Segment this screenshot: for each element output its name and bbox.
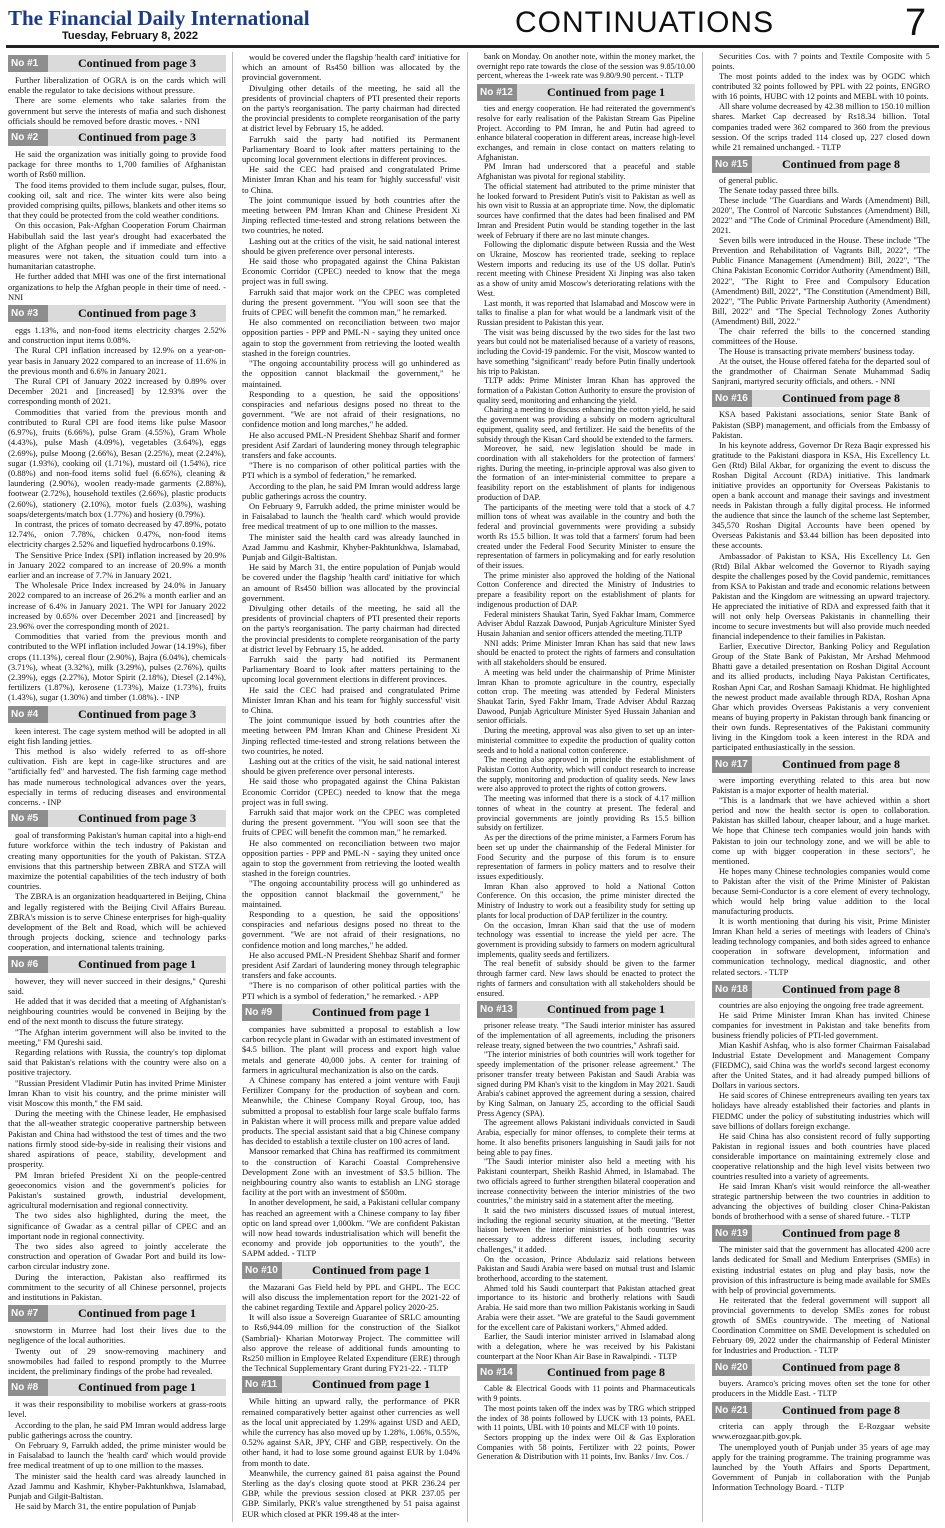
story-paragraph: NNI adds: Prime Minister Imran Khan has said that new laws should be enacted to protect the rights of farmers and consultation with all stakeholders should be ensured. — [477, 638, 695, 668]
story-paragraph: The Rural CPI of January 2022 increased by 0.89% over December 2021 and [increased] by 12.93% over the corresponding month of 2021. — [8, 376, 226, 407]
story-paragraph: Ahmed told his Saudi counterpart that Pakistan attached great importance to its historic and brotherly relations with Saudi Arabia. He said more than two million Pakistanis working in Saudi Arabia were their asset. "We are grateful to the Saudi government for the excellent care of Pakistani workers," Ahmed added. — [477, 1283, 695, 1332]
continued-from-label: Continued from page 8 — [781, 1226, 901, 1241]
story-block — [8, 129, 226, 302]
continued-from-label: Continued from page 8 — [781, 391, 901, 406]
story-number-badge: No #10 — [242, 1262, 282, 1279]
continuation-header — [712, 1225, 930, 1242]
story-paragraph: criteria can apply through the E-Rozgaar website www.erozgaar.pitb.gov.pk. — [712, 1422, 930, 1442]
story-paragraph: Securities Cos. with 7 points and Textile Composite with 5 points. — [712, 52, 930, 72]
story-body — [477, 104, 695, 998]
story-paragraph: On February 9, Farrukh added, the prime minister would be in Faisalabad to launch the 'health card' which would provide free medical treatment of up to one million to the masses. — [8, 1439, 226, 1471]
story-paragraph: He said by March 31, the entire population of Punjab — [15, 1501, 196, 1512]
continuation-header — [8, 305, 226, 322]
story-paragraph: buyers. Aramco's pricing moves often set the tone for other producers in the Middle East. - TLTP — [712, 1379, 930, 1399]
story-paragraph: The House is transacting private members' business today. — [719, 347, 915, 357]
story-paragraph: keen interest. The cage system method will be adopted in all eight fish landing jetties. — [8, 725, 226, 746]
story-body — [242, 1282, 460, 1374]
story-paragraph: The minister said the health card was already launched in Azad Jammu and Kashmir, Khyber-Pakhtunkhwa, Islamabad, Punjab and Gilgit-Baltistan. — [242, 531, 460, 562]
story-body — [477, 52, 695, 81]
story-paragraph: Seven bills were introduced in the House. These include "The Prevention and Rehabilitation of Vagrants Bill, 2022", "The Public Finance Management (Amendment) Bill, 2022", "The China Pakistan Economic Corridor Authority (Amendment) Bill, 2022", "The Right to Free and Compulsory Education (Amendment) Bill, 2022", "The Constitution (Amendment) Bill, 2022", "The Public Private Partnership Authority (Amendment) Bill, 2022" and "The Special Technology Zones Authority (Amendment) Bill, 2022." — [712, 236, 930, 326]
story-paragraph: The Wholesale Price Index increased by 24.0% in January 2022 compared to an increase of 26.2% a month earlier and an increase of 6.4% in January 2021. The WPI for January 2022 increased by 0.65% over December 2021 and [increased] by 23.96% over the corresponding month of 2021. — [8, 580, 226, 631]
story-paragraph: A meeting was held under the chairmanship of Prime Minister Imran Khan to promote agriculture in the country, especially cotton crop. The meeting was attended by Federal Ministers Shaukat Tarin, Syed Fakhr Imam, Trade Adviser Abdul Razzaq Dawood, Punjab Agriculture Minister Syed Hussain Jahanian and senior officials. — [477, 667, 695, 726]
story-body — [712, 176, 930, 388]
story-paragraph: It will also issue a Sovereign Guarantee of SRLC amounting to Rs6,944.09 million for the construction of the Sialkot (Sambrial)- Kharian Motorway Project. The committee will also approve the release of additional funds amounting to Rs250 million in Employee Related Expenditure (ERE) through the Technical Supplementary Grant during FY21-22. - TLTP — [242, 1312, 460, 1374]
story-paragraph: The prime minister also approved the holding of the National Cotton Conference and directed the Ministry of Industries to prepare a feasibility report on the establishment of plants for indigenous production of DAP. — [477, 570, 695, 609]
story-paragraph: He said Prime Minister Imran Khan has invited Chinese companies for investment in Pakistan and take benefits from business friendly policies of PTI-led government. — [712, 1010, 930, 1040]
story-block — [712, 1359, 930, 1399]
story-number-badge: No #2 — [8, 129, 48, 146]
story-paragraph: Twenty out of 29 snow-removing machinery and snowmobiles had failed to respond promptly to the Murree incident, the preliminary findings of the probe had revealed. — [8, 1345, 226, 1376]
story-paragraph: The meeting also approved in principle the establishment of Pakistan Cotton Authority, which will conduct research to increase the supply, monitoring and production of quality seeds. New laws were also approved to protect the rights of cotton growers. — [477, 755, 695, 794]
story-block — [477, 1001, 695, 1361]
continued-from-label: Continued from page 3 — [77, 306, 197, 321]
story-paragraph: According to the plan, he said PM Imran would address large public gatherings across the country. — [8, 1419, 226, 1440]
story-body — [712, 1245, 930, 1356]
story-paragraph: The visit was being discussed by the two sides for the last two years but could not be materialised because of a variety of reasons, including the Covid-19 pandemic. For the visit, Moscow wanted to have something "significant" ready before Putin finally undertook his trip to Pakistan. — [477, 327, 695, 376]
story-paragraph: "There is no comparison of other political parties with the PTI which is a symbol of federation," he remarked. — [242, 460, 460, 481]
story-paragraph: companies have submitted a proposal to establish a low carbon recycle plant in Gwadar with an estimated investment of $4.5 billion. The plant will process and export high value metals and generate 40,000 jobs. A center for training of farmers in agricultural mechanization is also on the cards. — [242, 1023, 460, 1075]
continuation-header — [8, 810, 226, 827]
story-paragraph: The meeting was informed that there is a stock of 4.17 million tonnes of wheat in the country at present. The federal and provincial governments are jointly providing Rs 15.5 billion subsidy on fertilizer. — [477, 794, 695, 833]
story-block — [712, 981, 930, 1223]
story-paragraph: KSA based Pakistani associations, senior State Bank of Pakistan (SBP) management, and officials from the Embassy of Pakistan. — [712, 410, 930, 440]
continuation-header — [712, 390, 930, 407]
story-paragraph: The two sides also highlighted, during the meet, the significance of Gwadar as a central pillar of CPEC and an important node in regional connectivity. — [8, 1210, 226, 1241]
story-number-badge: No #4 — [8, 706, 48, 723]
continuation-header — [477, 1001, 695, 1018]
story-body — [242, 1396, 460, 1518]
continuation-header — [8, 1379, 226, 1396]
story-block — [712, 1402, 930, 1493]
story-body — [712, 1422, 930, 1493]
story-paragraph: These include "The Guardians and Wards (Amendment) Bill, 2020", The Control of Narcotic Substances (Amendment) Bill, 2022" and "The Code of Criminal Procedure (Amendment) Bill, 2021. — [712, 195, 930, 236]
story-paragraph: At the outset, the House offered fateha for the departed soul of the grandmother of Chairman Senate Muhammad Sadiq Sanjrani, martyred security officials, and others. - NNI — [712, 357, 930, 387]
story-body — [8, 75, 226, 126]
story-paragraph: The joint communique issued by both countries after the meeting between PM Imran Khan and Chinese President Xi Jinping reflected time-tested and strong relations between the two countries, he noted. — [242, 715, 460, 756]
column-3 — [477, 52, 695, 1526]
continued-from-label: Continued from page 8 — [781, 156, 901, 171]
story-block — [8, 810, 226, 952]
story-number-badge: No #1 — [8, 55, 48, 72]
continuation-header — [8, 129, 226, 146]
story-number-badge: No #18 — [712, 981, 752, 998]
story-number-badge: No #13 — [477, 1001, 517, 1018]
story-paragraph: There are some elements who take salaries from the government but serve the interests of mafia and such dishonest officials should be removed before drastic moves. - NNI — [8, 95, 226, 126]
story-number-badge: No #11 — [242, 1376, 282, 1393]
story-paragraph: Commodities that varied from the previous month and contributed to Rural CPI are food items like pulse Masoor (6.97%), fruits (6.66%), pulse Gram (4.55%), Gram Whole (4.43%), pulse Mash (4.09%), vegetables (3.64%), eggs (2.69%), pulse Moong (2.66%), Besan (2.25%), meat (2.24%), sugar (1.93%), cooking oil (1.71%), mustard oil (1.54%), rice (0.88%) and non-food items solid fuel (6.65%), cleaning & laundering (2.90%), woolen ready-made garments (2.88%), footwear (2.72%), household textiles (2.66%), plastic products (2.60%), stationery (2.10%), motor fuels (2.03%), washing soaps/detergents/match box (1.77%) and hosiery (0.79%). — [8, 406, 226, 519]
story-paragraph: Mian Kashif Ashfaq, who is also former Chairman Faisalabad Industrial Estate Development and Management Company (FIEDMC), said China was the world's second largest economy after the United States, and it had already pumped billions of Dollars in various sectors. — [712, 1040, 930, 1091]
story-paragraph: In another development, he said, a Pakistani cellular company has reached an agreement with a Chinese company to lay fiber optic on land spread over 1,000km. "We are confident Pakistan will now head towards industrialisation which will benefit the economy and provide job opportunities to the youth", the SAPM added. - TLTP — [242, 1197, 460, 1259]
continued-from-label: Continued from page 3 — [77, 811, 197, 826]
story-block — [712, 390, 930, 753]
continued-from-label: Continued from page 1 — [311, 1377, 431, 1392]
story-body — [712, 410, 930, 753]
story-number-badge: No #20 — [712, 1359, 752, 1376]
story-paragraph: The unemployed youth of Punjab under 35 years of age may apply for the training programme. The training programme was launched by the Youth Affairs and Sports Department, Government of Punjab in collaboration with the Punjab Information Technology Board. - TLTP — [712, 1442, 930, 1492]
story-paragraph: He also commented on reconciliation between two major opposition parties - PPP and PML-N - saying they united once again to stop the government from retrieving the looted wealth stashed in the foreign countries. — [242, 837, 460, 879]
story-block — [477, 52, 695, 81]
story-paragraph: The most points added to the index was by OGDC which contributed 32 points followed by PPL with 22 points, ENGRO with 16 points, HUBC with 12 points and MEBL with 10 points. — [712, 72, 930, 102]
continuation-header — [477, 1364, 695, 1381]
story-paragraph: were importing everything related to this area but now Pakistan is a major exporter of health material. — [712, 776, 930, 796]
continued-from-label: Continued from page 1 — [546, 85, 666, 100]
story-paragraph: During the meeting, approval was also given to set up an inter-ministerial committee to expedite the production of quality cotton seeds and to hold a national cotton conference. — [477, 726, 695, 755]
story-paragraph: eggs 1.13%, and non-food items electricity charges 2.52% and construction input items 0.08%. — [8, 325, 226, 346]
story-number-badge: No #14 — [477, 1364, 517, 1381]
story-paragraph: Farrukh said that major work on the CPEC was completed during the present government. "You will soon see that the fruits of CPEC will benefit the common man," he remarked. — [242, 286, 460, 318]
story-number-badge: No #12 — [477, 84, 517, 101]
story-number-badge: No #21 — [712, 1402, 752, 1419]
story-paragraph: He also accused PML-N President Shehbaz Sharif and former president Asif Zardari of laundering money through telegraphic transfers and fake accounts. — [242, 429, 460, 460]
continued-from-label: Continued from page 8 — [781, 1360, 901, 1375]
story-paragraph: ties and energy cooperation. He had reiterated the government's resolve for early realisation of the Pakistan Stream Gas Pipeline Project. According to PM Imran, he and Putin had agreed to enhance bilateral cooperation in different areas, increase high-level exchanges, and remain in close contact on matters relating to Afghanistan. — [477, 104, 695, 162]
column-divider — [232, 52, 233, 1522]
story-paragraph: however, they will never succeed in their designs," Qureshi said. — [8, 975, 226, 996]
story-block — [712, 1225, 930, 1356]
story-paragraph: Farrukh said the party had notified its Permanent Parliamentary Board to look after matters pertaining to the upcoming local government elections in different provinces. — [242, 653, 460, 685]
story-paragraph: "The Saudi interior minister also held a meeting with his Pakistani counterpart, Sheikh Rashid Ahmed, in Islamabad. The two officials agreed to further strengthen bilateral cooperation and increase connectivity between the interior ministries of the two countries," the ministry said in a statement after the meeting. — [477, 1157, 695, 1206]
story-paragraph: This method is also widely referred to as off-shore cultivation. Fish are kept in cage-like structures and are "artificially fed" and harvested. The fish farming cage method has made numerous technological advances over the years, especially in terms of reducing diseases and environmental concerns. - INP — [8, 745, 226, 807]
story-paragraph: "The ongoing accountability process will go unhindered as the opposition cannot blackmail the government," he maintained. — [242, 878, 460, 909]
continuation-header — [712, 156, 930, 173]
story-paragraph: The most points taken off the index was by TRG which stripped the index of 38 points followed by LUCK with 13 points, PAEL with 11 points, UBL with 10 points and MLCF with 10 points. — [477, 1403, 695, 1433]
story-paragraph: Responding to a question, he said the oppositions' conspiracies and nefarious designs posed no threat to the government. "We are not afraid of their resignations, no confidence motion and long marches," he added. — [242, 388, 460, 430]
story-number-badge: No #17 — [712, 756, 752, 773]
column-divider — [467, 52, 468, 1522]
continued-from-label: Continued from page 3 — [77, 56, 197, 70]
continuation-header — [712, 981, 930, 998]
story-number-badge: No #3 — [8, 305, 48, 322]
story-paragraph: Further liberalization of OGRA is on the cards which will enable the regulator to take decisions without pressure. — [8, 75, 226, 96]
story-paragraph: According to the plan, he said PM Imran would address large public gatherings across the country. — [242, 480, 460, 501]
story-paragraph: Earlier, Executive Director, Banking Policy and Regulation Group of the State Bank of Pakistan, Mr Arshad Mehmood Bhatti gave a detailed presentation on Roshan Digital Account and its allied products, including Naya Pakistan Certificates, Roshan Apni Car, and Roshan Samaaji Khidmat. He highlighted the newest product made available through RDA, Roshan Apna Ghar which provides Overseas Pakistanis a very convenient means of buying property in Pakistan through bank financing or their own funds. Representatives of the Pakistani community living in the Kingdom took a keen interest in the RDA and participated enthusiastically in the session. — [712, 642, 930, 752]
story-paragraph: During the meeting with the Chinese leader, He emphasised that the all-weather strategic cooperative partnership between Pakistan and China had withstood the test of times and the two nations firmly stood side-by-side in realising their visions and shared aspirations of peace, stability, development and prosperity. — [8, 1108, 226, 1170]
story-block — [242, 1376, 460, 1518]
story-paragraph: Regarding relations with Russia, the country's top diplomat said that Pakistan's relations with the country were also on a positive trajectory. — [8, 1047, 226, 1078]
story-paragraph: As per the directions of the prime minister, a Farmers Forum has been set up under the chairmanship of the Federal Minister for Food Security and the purpose of this forum is to ensure representation of farmers in policy matters and to resolve their issues expeditiously. — [477, 833, 695, 881]
continuation-header — [712, 1402, 930, 1419]
story-paragraph: The ZBRA is an organization headquartered in Beijing, China and legally registered with the Beijing Civil Affairs Bureau. ZBRA's mission is to serve Chinese enterprises for high-quality development of the Belt and Road, which will be achieved through projects docking, science and technology parks cooperation, and international talents training. — [8, 891, 226, 953]
story-body — [8, 1325, 226, 1376]
story-paragraph: The minister said the health card was already launched in Azad Jammu and Kashmir, Khyber-Pakhtunkhwa, Islamabad, Punjab and Gilgit-Baltistan. — [8, 1470, 226, 1501]
story-paragraph: The food items provided to them include sugar, pulses, flour, cooking oil, salt and rice. The winter kits were also being provided comprising quilts, pillows, blankets and other items so that they could be protected from the cold weather conditions. — [8, 179, 226, 221]
page-number: 7 — [905, 2, 927, 44]
continuation-header — [8, 706, 226, 723]
story-block — [242, 1004, 460, 1259]
story-paragraph: The two sides also agreed to jointly accelerate the construction and operation of Gwadar Port and build its low-carbon circular industry zone. — [8, 1240, 226, 1272]
continuation-header — [8, 1305, 226, 1322]
continued-from-label: Continued from page 8 — [781, 981, 901, 996]
story-paragraph: He said scores of Chinese entrepreneurs availing ten years tax holidays have already established their factories and plants in FIEDMC under the policy of substituting industries which will save billions of dollars foreign exchange. — [712, 1091, 930, 1131]
story-block — [8, 55, 226, 126]
story-number-badge: No #7 — [8, 1305, 48, 1322]
story-paragraph: "The ongoing accountability process will go unhindered as the opposition cannot blackmail the government," he maintained. — [242, 358, 460, 389]
story-number-badge: No #5 — [8, 810, 48, 827]
story-paragraph: Farrukh said that major work on the CPEC was completed during the present government. "You will soon see that the fruits of CPEC will benefit the common man," he remarked. — [242, 807, 460, 838]
story-paragraph: During the interaction, Pakistan also reaffirmed its commitment to the security of all Chinese personnel, projects and institutions in Pakistan. — [8, 1271, 226, 1302]
story-paragraph: He said those who propagated against the China Pakistan Economic Corridor (CPEC) needed to know that the mega project was in full swing. — [242, 256, 460, 287]
story-paragraph: He said those who propagated against the China Pakistan Economic Corridor (CPEC) needed to know that the mega project was in full swing. — [242, 776, 460, 807]
story-paragraph: He reiterated that the federal government will support all provincial governments to develop SMEs zones for robust growth of SMEs countrywide. The meeting of National Coordination Committee on SME Development is scheduled on February 09, 2022 under the chairmanship of Federal Minister for Industries and Production. - TLTP — [712, 1295, 930, 1356]
story-block — [712, 52, 930, 153]
story-paragraph: A Chinese company has entered a joint venture with Fauji Fertilizer Company for the production of soybean and corn. Meanwhile, the Chinese Company Royal Group, too, has submitted a proposal to establish four large scale buffalo farms in Pakistan where it will process milk and prepare value added products. The special assistant said that a big Chinese company has decided to establish a textile cluster on 100 acres of land. — [242, 1074, 460, 1147]
story-paragraph: Chairing a meeting to discuss enhancing the cotton yield, he said the government was providing a subsidy on modern agricultural equipment, quality seed, and fertilizer. He said the benefits of the subsidy through the Kisan Card should be extended to the farmers. — [477, 405, 695, 444]
story-paragraph: He also accused PML-N President Shehbaz Sharif and former president Asif Zardari of laundering money through telegraphic transfers and fake accounts. — [242, 949, 460, 981]
continued-from-label: Continued from page 1 — [77, 1306, 197, 1321]
story-block — [8, 706, 226, 808]
story-body — [712, 52, 930, 153]
continued-from-label: Continued from page 8 — [781, 757, 901, 772]
story-paragraph: Divulging other details of the meeting, he said all the presidents of provincial chapters of PTI presented their reports on the party's reorganisation. The party chairman had directed the provincial presidents to complete reorganisation of the party at district level by February 15, he added. — [242, 602, 460, 654]
story-body — [8, 976, 226, 1303]
story-number-badge: No #6 — [8, 956, 48, 973]
story-paragraph: Meanwhile, the currency gained 81 paisa against the Pound Sterling as the day's closing quote stood at PKR 236.24 per GBP, while the previous session closed at PKR 237.05 per GBP. Similarly, PKR's value strengthened by 51 paisa against EUR which closed at PKR 199.48 at the inter- — [242, 1467, 460, 1519]
story-block — [8, 1379, 226, 1511]
story-paragraph: snowstorm in Murree had lost their lives due to the negligence of the local authorities. — [8, 1325, 226, 1346]
story-paragraph: Farrukh said the party had notified its Permanent Parliamentary Board to look after matters pertaining to the upcoming local government elections in different provinces. — [242, 133, 460, 165]
story-block — [8, 305, 226, 703]
story-paragraph: Last month, it was reported that Islamabad and Moscow were in talks to finalise a plan for what would be a landmark visit of the Russian president to Pakistan this year. — [477, 298, 695, 327]
story-block — [712, 156, 930, 388]
story-paragraph: The Sensitive Price Index (SPI) inflation increased by 20.9% in January 2022 compared to an increase of 20.9% a month earlier and an increase of 7.7% in January 2021. — [8, 549, 226, 580]
story-paragraph: The participants of the meeting were told that a stock of 4.7 million tons of wheat was available in the country and both the federal and provincial governments were providing a subsidy worth Rs 15.5 billion. It was told that a farmers' forum had been created under the Federal Food Security Minister to ensure the representation of farmers in policymaking and for early resolution of their issues. — [477, 502, 695, 570]
story-paragraph: of general public. — [719, 175, 778, 185]
story-paragraph: prisoner release treaty. "The Saudi interior minister has assured of the implementation of all agreements, including the prisoners release treaty, signed between the two countries," Ashrafi said. — [477, 1021, 695, 1050]
story-paragraph: Mansoor remarked that China has reaffirmed its commitment to the construction of Karachi Coastal Comprehensive Development Zone with an investment of $3.5 billion. The neighbouring country also wants to establish an LNG storage facility at the port with an investment of $500m. — [242, 1146, 460, 1198]
story-number-badge: No #15 — [712, 156, 752, 173]
story-paragraph: "This is a landmark that we have achieved within a short period and now the health sector is open to collaboration. Pakistan has skilled labour, cheaper labour, and a huge market. We hope that Chinese tech companies would join hands with Pakistan to join our technology zone, and we will be able to come up with bigger cooperation in these sectors", he mentioned. — [712, 796, 930, 866]
story-paragraph: He said by March 31, the entire population of Punjab would be covered under the flagship 'health card' initiative for which an amount of Rs450 billion was allocated by the provincial government. — [242, 562, 460, 603]
story-body — [8, 830, 226, 952]
story-paragraph: The chair referred the bills to the concerned standing committees of the House. — [712, 326, 930, 347]
story-paragraph: the Mazarani Gas Field held by PPL and GHPL. The ECC will also discuss the implementation report for the 2021-22 of the cabinet regarding Textile and Apparel policy 2020-25. — [242, 1281, 460, 1312]
issue-date: Tuesday, February 8, 2022 — [62, 30, 198, 42]
story-paragraph: On this occasion, Pak-Afghan Cooperation Forum Chairman Habibullah said the last year's drought had exacerbated the plight of the Afghan people and if immediate and effective measures were not taken, the situation could turn into a humanitarian catastrophe. — [8, 220, 226, 272]
column-2 — [242, 52, 460, 1526]
story-body — [477, 1384, 695, 1462]
story-paragraph: Lashing out at the critics of the visit, he said national interest should be given preference over personal interests. — [242, 756, 460, 777]
story-body — [712, 1379, 930, 1399]
story-paragraph: On the occasion, Prince Abdulaziz said relations between Pakistan and Saudi Arabia were based on mutual trust and Islamic brotherhood, according to the statement. — [477, 1254, 695, 1283]
story-paragraph: He also commented on reconciliation between two major opposition parties - PPP and PML-N - saying they united once again to stop the government from retrieving the looted wealth stashed in the foreign countries. — [242, 317, 460, 358]
story-body — [8, 726, 226, 808]
story-body — [242, 1024, 460, 1259]
story-paragraph: Responding to a question, he said the oppositions' conspiracies and nefarious designs posed no threat to the government. "We are not afraid of their resignations, no confidence motion and long marches," he added. — [242, 909, 460, 950]
story-paragraph: "Russian President Vladimir Putin has invited Prime Minister Imran Khan to visit his country, and the prime minister will visit Moscow this month," the FM said. — [8, 1077, 226, 1109]
story-paragraph: Commodities that varied from the previous month and contributed to the WPI inflation included Jowar (14.19%), fiber crops (11.13%), cereal flour (2.90%), Bajra (6.04%), chemicals (3.71%), wheat (3.32%), milk (3.29%), pulses (2.76%), quilts (2.39%), eggs (2.27%), Motor Spirit (2.18%), Diesel (2.14%), fertilizers (1.87%), kerosene (1.73%), Maize (1.73%), fruits (1.43%), sugar (1.30%) and timber (1.08%). - INP — [8, 631, 226, 703]
story-paragraph: goal of transforming Pakistan's human capital into a high-end future workforce within the tech industry of Pakistan and creating many opportunities for the youth of Pakistan. STZA envisions that this partnership between ZBRA and STZA will maximize the potential capabilities of the tech industry of both countries. — [8, 830, 226, 892]
continued-from-label: Continued from page 3 — [77, 130, 197, 145]
story-body — [8, 325, 226, 703]
story-paragraph: He said Imran Khan's visit would reinforce the all-weather strategic partnership between the two countries in addition to advancing the objectives of building closer China-Pakistan bonds of brotherhood with a sense of shared future. - TLTP — [712, 1182, 930, 1222]
section-title: CONTINUATIONS — [515, 6, 775, 39]
continuation-header — [8, 55, 226, 72]
column-divider — [702, 52, 703, 1522]
story-paragraph: Federal ministers Shaukat Tarin, Syed Fakhar Imam, Commerce Adviser Abdul Razzak Dawood, Punjab Agriculture Minister Syed Husain Jahanian and senior officers attended the meeting.TLTP — [477, 609, 695, 638]
story-paragraph: PM Imran briefed President Xi on the people-centred geoeconomics vision and the government's policies for Pakistan's sustained growth, industrial development, agricultural modernisation and regional connectivity. — [8, 1169, 226, 1211]
story-number-badge: No #19 — [712, 1225, 752, 1242]
story-paragraph: Imran Khan also approved to hold a National Cotton Conference. On this occasion, the prime minister directed the Ministry of Industry to work out a feasibility study for setting up plants for local production of DAP fertilizer in the country. — [477, 881, 695, 920]
story-block — [242, 52, 460, 1001]
story-paragraph: He said the CEC had praised and congratulated Prime Minister Imran Khan and his team for 'highly successful' visit to China. — [242, 164, 460, 195]
story-body — [477, 1021, 695, 1361]
continued-from-label: Continued from page 1 — [77, 1380, 197, 1395]
continued-from-label: Continued from page 3 — [77, 706, 197, 721]
continued-from-label: Continued from page 1 — [546, 1002, 666, 1017]
story-body — [712, 1001, 930, 1223]
masthead-rule — [6, 45, 939, 48]
story-paragraph: The Senate today passed three bills. — [719, 185, 840, 195]
story-paragraph: "There is no comparison of other political parties with the PTI which is a symbol of federation," he remarked. - APP — [242, 980, 460, 1001]
story-paragraph: countries are also enjoying the ongoing free trade agreement. — [719, 1000, 924, 1010]
story-block — [242, 1262, 460, 1374]
story-paragraph: On February 9, Farrukh added, the prime minister would be in Faisalabad to launch the 'health card' which would provide free medical treatment of up to one million to the masses. — [242, 500, 460, 532]
story-paragraph: it was their responsibility to mobilise workers at grass-roots level. — [8, 1399, 226, 1420]
story-body — [8, 1399, 226, 1511]
continuation-header — [712, 756, 930, 773]
continued-from-label: Continued from page 8 — [546, 1365, 666, 1380]
story-block — [712, 756, 930, 978]
story-number-badge: No #9 — [242, 1004, 282, 1021]
column-4 — [712, 52, 930, 1526]
story-paragraph: Cable & Electrical Goods with 11 points and Pharmaceuticals with 9 points. — [477, 1384, 695, 1404]
newspaper-title: The Financial Daily International — [8, 6, 310, 30]
story-block — [477, 84, 695, 998]
story-paragraph: bank on Monday. On another note, within the money market, the overnight repo rate towards the close of the session was 9.85/10.00 percent, whereas the 1-week rate was 9.80/9.90 percent. - TLTP — [477, 52, 695, 81]
story-paragraph: He said the organization was initially going to provide food package for three months to 1,700 families of Afghanistan worth of Rs60 million. — [8, 149, 226, 180]
story-paragraph: He further added that MHI was one of the first international organizations to help the Afghan people in their time of need. - NNI — [8, 271, 226, 302]
story-paragraph: While hitting an upward rally, the performance of PKR remained comparatively better against other currencies as well as the local unit appreciated by 1.29% against USD and AED, while the currency has also moved up by 1.28%, 1.06%, 0.55%, 0.52% against SAR, JPY, CHF and GBP, respectively. On the other hand, it had to lose some ground against EUR by 1.04% from month to date. — [242, 1396, 460, 1468]
story-paragraph: Following the diplomatic dispute between Russia and the West on Ukraine, Moscow has reoriented trade, seeking to replace Western imports and reducing its use of the US dollar. Putin's recent meeting with Chinese President Xi Jinping was also taken as a show of unity amid Moscow's deteriorating relations with the West. — [477, 240, 695, 298]
story-paragraph: Lashing out at the critics of the visit, he said national interest should be given preference over personal interests. — [242, 235, 460, 256]
story-paragraph: Moreover, he said, new legislation should be made in coordination with all stakeholders for the protection of farmers' rights. During the meeting, in-principle approval was also given to the formation of an inter-ministerial committee to prepare a feasibility report on the establishment of plants for indigenous production of DAP. — [477, 444, 695, 502]
story-paragraph: It said the two ministers discussed issues of mutual interest, including the regional security situation, at the meeting. "Better liaison between the interior ministries of both countries was necessary to address different issues, including security challenges," it added. — [477, 1205, 695, 1254]
story-paragraph: "The Afghan interim government will also be invited to the meeting," FM Qureshi said. — [8, 1026, 226, 1047]
story-paragraph: The Rural CPI inflation increased by 12.9% on a year-on-year basis in January 2022 compared to an increase of 11.6% in the previous month and 6.6% in January 2021. — [8, 345, 226, 376]
story-number-badge: No #8 — [8, 1379, 48, 1396]
story-paragraph: PM Imran had underscored that a peaceful and stable Afghanistan was pivotal for regional stability. — [477, 162, 695, 182]
story-paragraph: The joint communique issued by both countries after the meeting between PM Imran Khan and Chinese President Xi Jinping reflected time-tested and strong relations between the two countries, he noted. — [242, 194, 460, 236]
story-paragraph: Sectors propping up the index were Oil & Gas Exploration Companies with 58 points, Fertilizer with 22 points, Power Generation & Distribution with 11 points, Inv. Banks / Inv. Cos. / — [477, 1433, 695, 1462]
story-paragraph: On the occasion, Imran Khan said that the use of modern technology was essential to increase the yield per acre. The government is providing subsidy to farmers on modern agricultural implements, quality seeds and fertilizers. — [477, 920, 695, 959]
story-block — [8, 1305, 226, 1376]
continuation-header — [477, 84, 695, 101]
story-paragraph: He said China has also consistent record of fully supporting Pakistan in regional issues and both countries have placed considerable importance on maintaining extremely close and cooperative relationship and the high level visits between two countries resulted into a variety of agreements. — [712, 1131, 930, 1181]
continuation-header — [242, 1376, 460, 1393]
continued-from-label: Continued from page 1 — [311, 1262, 431, 1277]
story-paragraph: He said the CEC had praised and congratulated Prime Minister Imran Khan and his team for 'highly successful' visit to China. — [242, 684, 460, 715]
story-paragraph: Divulging other details of the meeting, he said all the presidents of provincial chapters of PTI presented their reports on the party's reorganisation. The party chairman had directed the provincial presidents to complete reorganisation of the party at district level by February 15, he added. — [242, 82, 460, 134]
continued-from-label: Continued from page 8 — [781, 1403, 901, 1418]
story-body — [242, 52, 460, 1001]
continuation-header — [242, 1004, 460, 1021]
story-paragraph: "The interior ministries of both countries will work together for speedy implementation of the prisoner release agreement." The prisoner transfer treaty between Pakistan and Saudi Arabia was signed during PM Khan's visit to the kingdom in May 2021. Saudi Arabia's cabinet approved the agreement during a session, chaired by King Salman, on January 25, according to the official Saudi Press Agency (SPA). — [477, 1050, 695, 1118]
story-paragraph: TLTP adds: Prime Minister Imran Khan has approved the formation of a Pakistan Cotton Authority to ensure the provision of quality seed, monitoring and enhancing the yield. — [477, 376, 695, 405]
story-paragraph: Earlier, the Saudi interior minister arrived in Islamabad along with a delegation, where he was received by his Pakistani counterpart at the Noor Khan Air Base in Rawalpindi. - TLTP — [477, 1332, 695, 1361]
continued-from-label: Continued from page 1 — [77, 956, 197, 971]
story-paragraph: He added that it was decided that a meeting of Afghanistan's neighbouring countries would be convened in Beijing by the end of the next month to discuss the future strategy. — [8, 996, 226, 1027]
story-paragraph: In his keynote address, Governor Dr Reza Baqir expressed his gratitude to the Pakistani diaspora in KSA, His Excellency Lt. Gen (Rtd) Bilal Akbar, for organizing the event to discuss the Roshan Digital Account (RDA) initiative. This landmark initiative provides an opportunity for Overseas Pakistanis to open a bank account and manage their savings and investment needs in Pakistan through a fully digital process. He informed the audience that since the launch of the scheme last September, 345,570 Roshan Digital Accounts have been opened by Overseas Pakistanis and $3.44 billion has been deposited into these accounts. — [712, 440, 930, 551]
story-paragraph: The official statement had attributed to the prime minister that he looked forward to President Putin's visit to Pakistan as well as his own visit to Russia at an appropriate time. Now, the diplomatic sources have confirmed that the dates had been finalised and PM Imran and President Putin would be standing together in the last week of February if there are no last minute changes. — [477, 181, 695, 240]
story-paragraph: would be covered under the flagship 'health card' initiative for which an amount of Rs450 billion was allocated by the provincial government. — [242, 52, 460, 83]
continuation-header — [242, 1262, 460, 1279]
story-number-badge: No #16 — [712, 390, 752, 407]
column-1 — [8, 52, 226, 1526]
story-paragraph: All share volume decreased by 42.38 million to 150.10 million shares. Market Cap decreased by Rs18.34 billion. Total companies traded were 362 compared to 360 from the previous session. Of the scrips traded 114 closed up, 227 closed down while 21 remained unchanged. - TLTP — [712, 102, 930, 152]
continued-from-label: Continued from page 1 — [311, 1004, 431, 1019]
story-paragraph: He hopes many Chinese technologies companies would come to Pakistan after the visit of the Prime Minister of Pakistan because Semi-Conductor is a core element of every technology, which would help bring value addition to the local manufacturing products. — [712, 866, 930, 917]
continuation-header — [8, 956, 226, 973]
story-body — [712, 776, 930, 978]
story-paragraph: It is worth mentioning that during his visit, Prime Minister Imran Khan held a series of meetings with leaders of China's leading technology companies, and both sides agreed to enhance cooperation in software development, information and communication technology, medical diagnostic, and other related sectors. - TLTP — [712, 917, 930, 977]
story-paragraph: Ambassador of Pakistan to KSA, His Excellency Lt. Gen (Rtd) Bilal Akbar welcomed the Governor to Riyadh saying despite the challenges posed by the Covid pandemic, remittances from KSA to Pakistan and trade and economic relations between Pakistan and the Kingdom are witnessing an upward trajectory. He appreciated the initiative of RDA and expressed faith that it will not only help Overseas Pakistanis in channelling their income to secure investments but will also provide much needed financial independence to their families in Pakistan. — [712, 551, 930, 642]
story-block — [477, 1364, 695, 1462]
continuation-header — [712, 1359, 930, 1376]
story-block — [8, 956, 226, 1303]
story-paragraph: The minister said that the government has allocated 4200 acre lands dedicated for Small and Medium Enterprises (SMEs) in existing industrial estates on plug and play basis, now the provision of this infrastructure is being made available for SMEs with help of provincial governments. — [712, 1245, 930, 1295]
story-paragraph: The agreement allows Pakistani individuals convicted in Saudi Arabia, especially for minor offenses, to complete their terms at home. It also benefits prisoners languishing in Saudi jails for not being able to pay fines. — [477, 1118, 695, 1157]
story-paragraph: The real benefit of subsidy should be given to the farmer through farmer card. New laws should be enacted to protect the rights of farmers and consultation with all stakeholders should be ensured. — [477, 959, 695, 998]
story-body — [8, 149, 226, 302]
story-paragraph: In contrast, the prices of tomato decreased by 47.89%, potato 12.74%, onion 7.78%, chicken 0.47%, non-food items electricity charges 2.52% and liquefied hydrocarbons 0.19%. — [8, 518, 226, 550]
